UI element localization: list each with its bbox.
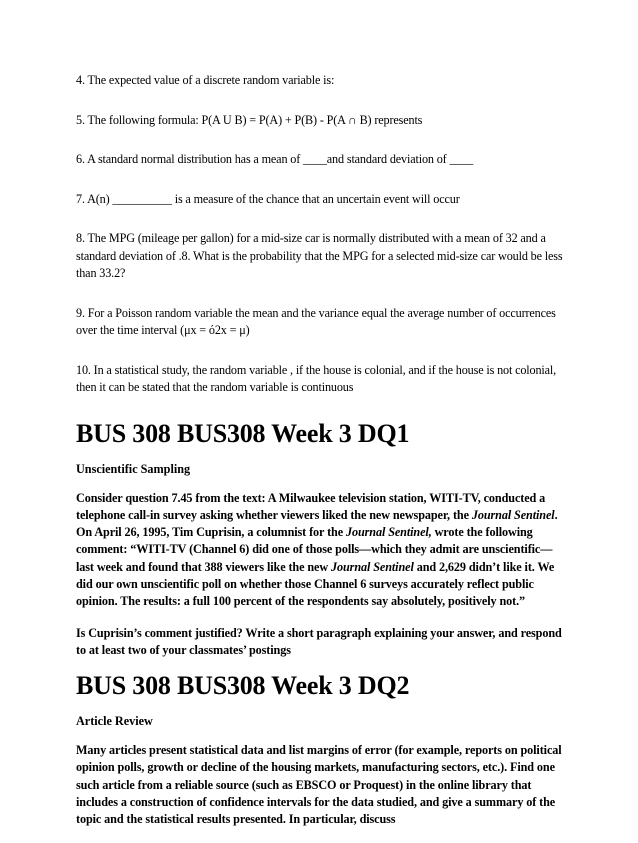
dq1-italic-1: Journal Sentinel <box>471 507 555 522</box>
dq2-paragraph-1: Many articles present statistical data and list margins of error (for example, reports on political opinion polls, growth or decline of the housing markets, manufacturing sectors, etc.). Find one such article from a reliable source (such as EBSCO or Proquest) in the online library that includes a construction of confidence intervals for the data studied, and give a summary of the topic and the statistical results presented. In particular, discuss <box>76 743 562 827</box>
question-5: 5. The following formula: P(A U B) = P(A) + P(B) - P(A ∩ B) represents <box>76 112 423 127</box>
question-7: 7. A(n) __________ is a measure of the chance that an uncertain event will occur <box>76 191 460 206</box>
dq1-text-1: Consider question 7.45 from the text: A Milwaukee television station, WITI-TV, conducted a telephone call-in survey asking whether viewers liked the new newspaper, the <box>76 490 546 522</box>
dq1-paragraph-1 <box>76 490 568 611</box>
dq1-heading: BUS 308 BUS308 Week 3 DQ1 <box>76 418 410 448</box>
question-4: 4. The expected value of a discrete random variable is: <box>76 73 335 87</box>
document-page <box>76 72 568 843</box>
question-9: 9. For a Poisson random variable the mean and the variance equal the average number of occurrences over the time interval (μx = ό2x = μ) <box>76 305 556 337</box>
dq1-italic-3: Journal Sentinel <box>331 559 414 574</box>
dq1-text-2: . On April 26, 1995, Tim Cuprisin, a columnist for the <box>76 507 558 540</box>
question-6: 6. A standard normal distribution has a mean of ____and standard deviation of ____ <box>76 152 474 166</box>
question-10: 10. In a statistical study, the random variable , if the house is colonial, and if the house is not colonial, then it can be stated that the random variable is continuous <box>76 362 557 394</box>
dq1-paragraph-2: Is Cuprisin’s comment justified? Write a short paragraph explaining your answer, and respond to at least two of your classmates’ postings <box>76 625 562 657</box>
dq1-text-4: and 2,629 didn’t like it. We did our own unscientific poll on whether those Channel 6 surveys accurately reflect public opinion. The results: a full 100 percent of the respondents say absolutely, positively not.” <box>76 559 555 609</box>
dq1-text-3: wrote the following comment: “WITI-TV (Channel 6) did one of those polls—which they admit are unscientific—last week and found that 388 viewers like the new <box>76 525 553 574</box>
dq1-subheading: Unscientific Sampling <box>76 461 191 476</box>
dq1-italic-2: Journal Sentinel, <box>345 525 432 540</box>
dq2-heading: BUS 308 BUS308 Week 3 DQ2 <box>76 671 410 701</box>
dq2-subheading: Article Review <box>76 714 153 729</box>
question-8: 8. The MPG (mileage per gallon) for a mid-size car is normally distributed with a mean of 32 and a standard deviation of .8. What is the probability that the MPG for a selected mid-size car would be less than 33.2? <box>76 231 563 280</box>
